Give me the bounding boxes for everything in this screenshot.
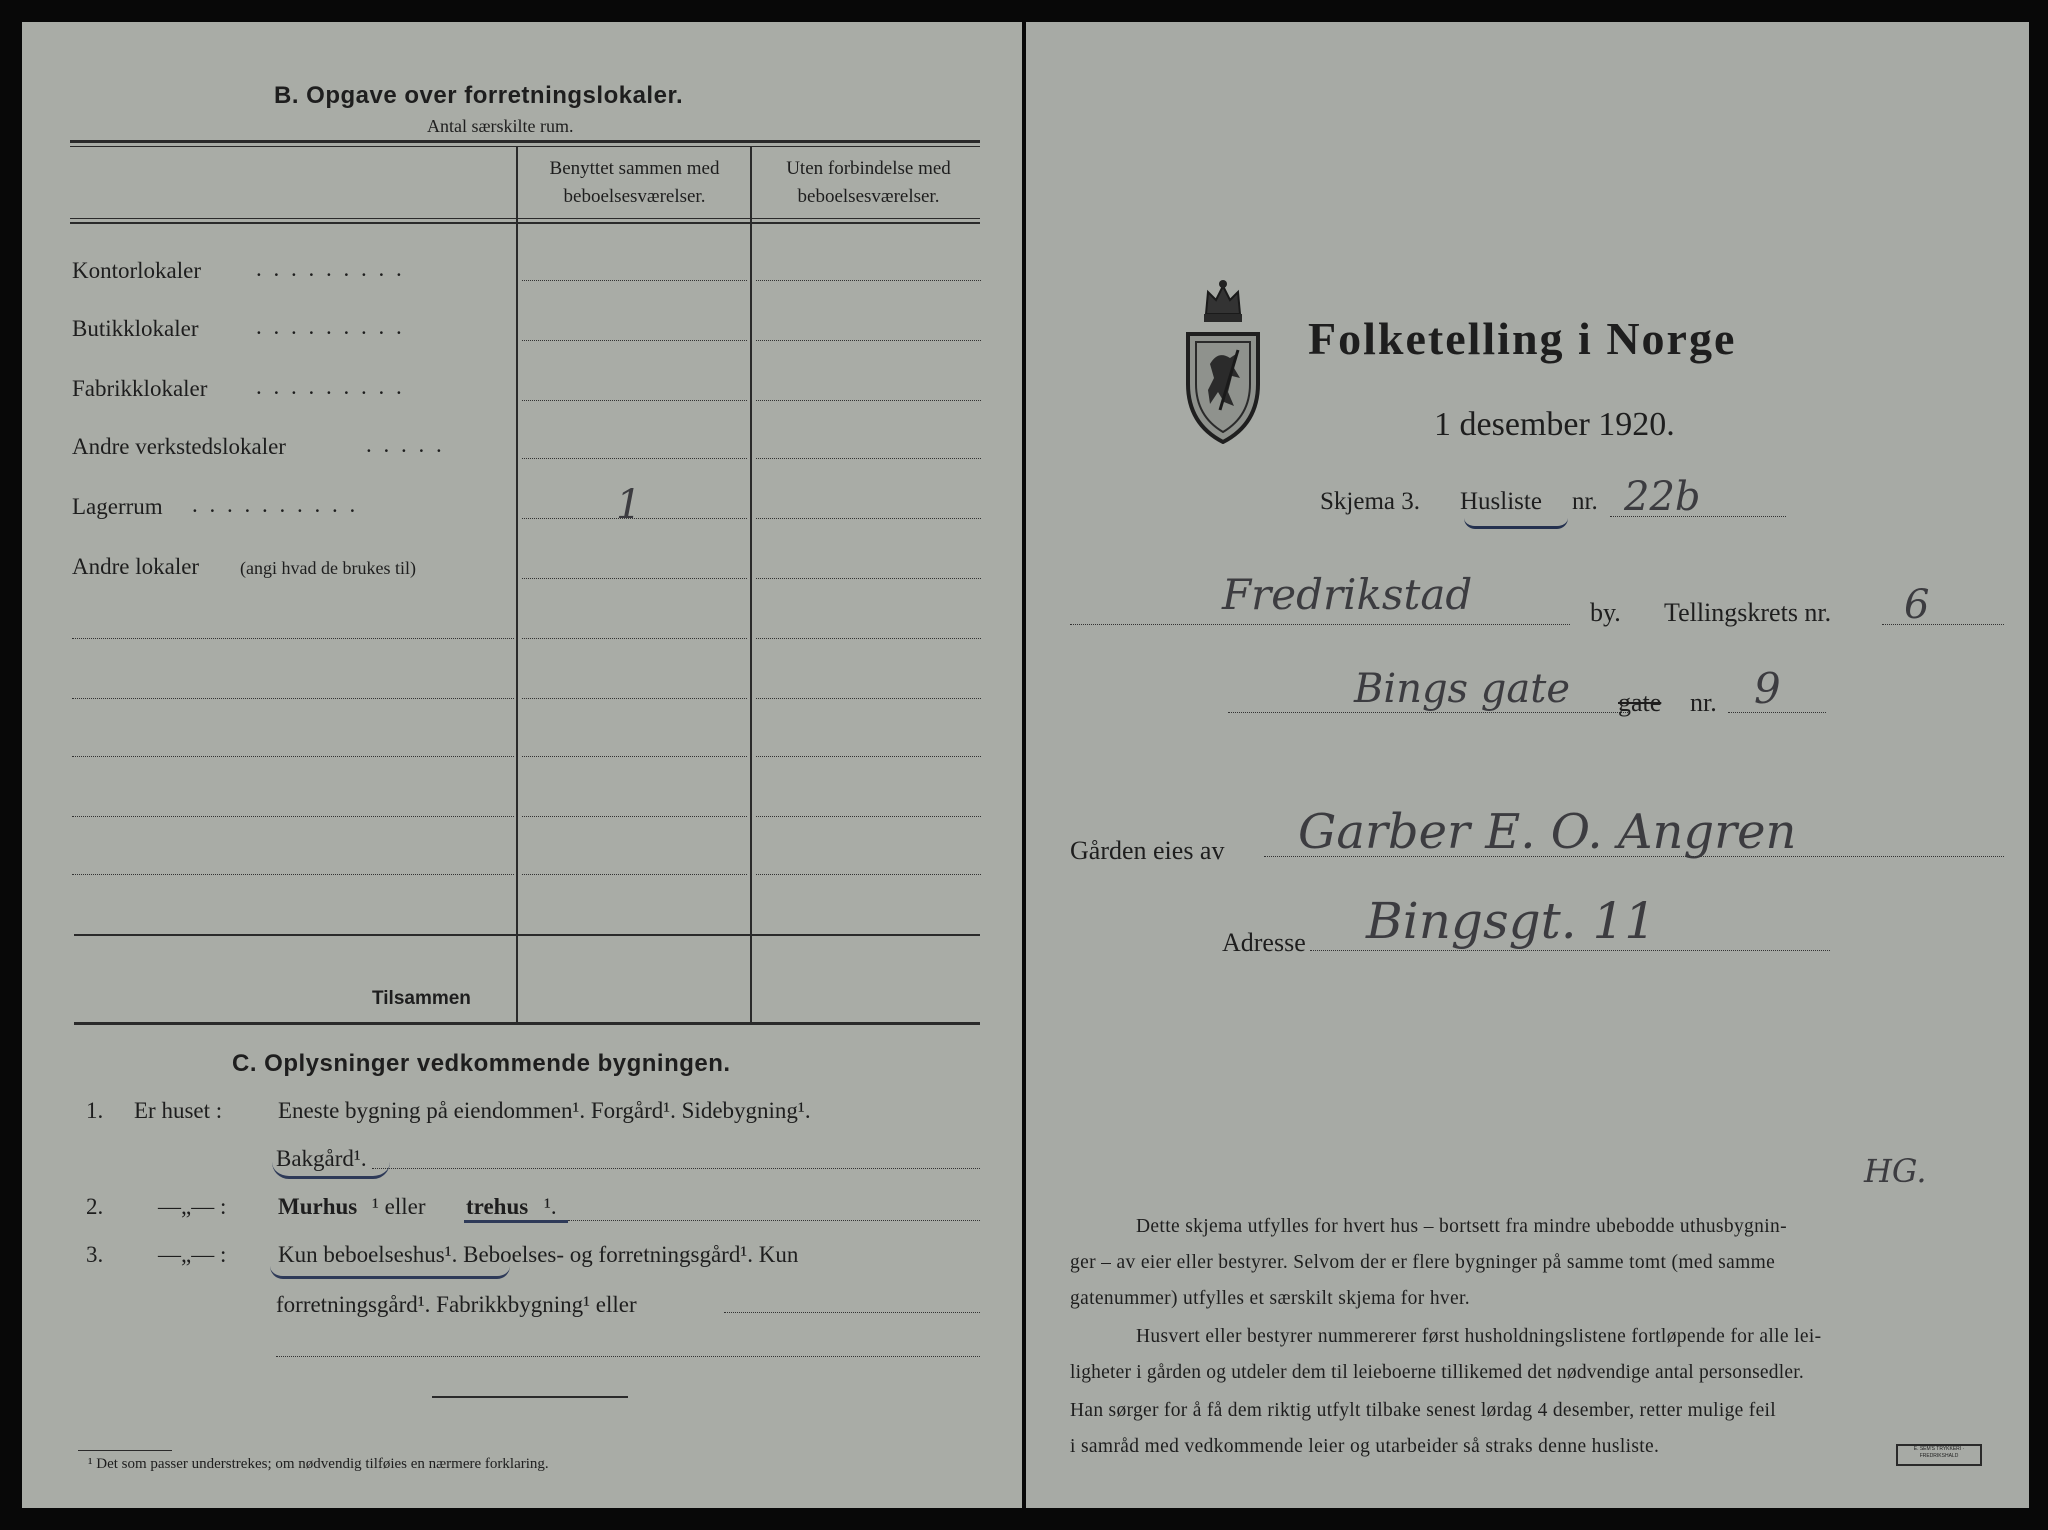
col1-header-line1: Benyttet sammen med	[549, 158, 720, 179]
husliste-label: Husliste	[1460, 488, 1542, 515]
header-rule-2	[70, 222, 980, 224]
col1-line	[522, 578, 747, 579]
street-value: Bings gate	[1354, 666, 1570, 712]
q2-option-murhus: Murhus	[278, 1194, 358, 1219]
footnote-rule	[78, 1450, 172, 1451]
husliste-number: 22b	[1624, 474, 1701, 520]
header-rule	[70, 218, 980, 219]
q2-end: ¹.	[544, 1194, 557, 1219]
q3-label: —„— :	[158, 1242, 227, 1267]
col2-header-line2: beboelsesværelser.	[797, 186, 940, 207]
by-label: by.	[1590, 598, 1621, 627]
tellingskrets-line	[1882, 624, 2004, 625]
col2-line	[756, 638, 981, 639]
row-dots: . . . . . . . . . .	[192, 492, 359, 517]
lagerrum-col1-value: 1	[616, 482, 642, 528]
instruction-line: Husvert eller bestyrer nummererer først husholdningslistene fortløpende for alle lei-	[1136, 1326, 1822, 1347]
street-line	[1228, 712, 1628, 713]
col2-line	[756, 756, 981, 757]
q1-line	[372, 1168, 980, 1169]
bakgard-underline-mark	[272, 1162, 390, 1179]
col2-line	[756, 874, 981, 875]
norway-coat-of-arms-icon	[1178, 274, 1268, 444]
total-rule-bottom	[74, 1022, 980, 1025]
husliste-nr-line	[1610, 516, 1786, 517]
row-label: Butikklokaler	[72, 316, 199, 341]
section-b-heading: B. Opgave over forretningslokaler.	[274, 82, 684, 109]
initials: HG.	[1864, 1152, 1927, 1190]
row-col2-line	[756, 458, 981, 459]
col2-line	[756, 698, 981, 699]
col2-line	[756, 578, 981, 579]
trehus-underline-mark	[464, 1220, 568, 1223]
q1-label: Er huset :	[134, 1098, 223, 1123]
table-col-divider-2	[750, 146, 752, 1022]
section-c-heading: C. Oplysninger vedkommende bygningen.	[232, 1050, 731, 1077]
col1-header-line2: beboelsesværelser.	[563, 186, 706, 207]
census-date: 1 desember 1920.	[1434, 406, 1675, 443]
short-rule	[432, 1396, 628, 1398]
blank-line	[72, 638, 514, 639]
q2-number: 2.	[86, 1194, 104, 1219]
total-rule-top	[74, 934, 980, 936]
col1-line	[522, 638, 747, 639]
instruction-line: ger – av eier eller bestyrer. Selvom der er flere bygninger på samme tomt (med samme	[1070, 1252, 1776, 1273]
owner-line	[1264, 856, 2004, 857]
instruction-line: Dette skjema utfylles for hvert hus – bortsett fra mindre ubebodde uthusbygnin-	[1136, 1216, 1787, 1237]
city-line	[1070, 624, 1570, 625]
q3-number: 3.	[86, 1242, 104, 1267]
husliste-nr-label: nr.	[1572, 488, 1598, 515]
row-col1-line	[522, 518, 747, 519]
row-label: Kontorlokaler	[72, 258, 202, 283]
col1-line	[522, 698, 747, 699]
skjema-label: Skjema 3.	[1320, 488, 1420, 515]
q1-number: 1.	[86, 1098, 104, 1123]
row-col2-line	[756, 400, 981, 401]
row-col1-line	[522, 458, 747, 459]
page-title: Folketelling i Norge	[1308, 313, 1737, 364]
q2-label: —„— :	[158, 1194, 227, 1219]
q1-text2: Bakgård¹.	[276, 1146, 367, 1171]
row-dots: . . . . . . . . .	[256, 314, 405, 339]
city-value: Fredrikstad	[1222, 570, 1473, 619]
instruction-line: gatenummer) utfylles et særskilt skjema for hver.	[1070, 1288, 1471, 1309]
left-page	[22, 22, 1022, 1508]
address-value: Bingsgt. 11	[1366, 892, 1657, 950]
q2-mid: ¹ eller	[372, 1194, 426, 1219]
row-col1-line	[522, 280, 747, 281]
street-nr-line	[1728, 712, 1826, 713]
tellingskrets-label: Tellingskrets nr.	[1664, 598, 1832, 627]
q3-text: Kun beboelseshus¹. Beboelses- og forretningsgård¹. Kun	[278, 1242, 799, 1267]
street-number: 9	[1754, 664, 1781, 713]
q2-option-trehus: trehus	[466, 1194, 529, 1219]
col2-line	[756, 816, 981, 817]
printer-mark: E. SEM'S TRYKKERI · FREDRIKSHALD	[1896, 1444, 1982, 1466]
blank-line	[72, 874, 514, 875]
col2-header-line1: Uten forbindelse med	[786, 158, 951, 179]
col1-line	[522, 816, 747, 817]
tellingskrets-number: 6	[1904, 582, 1930, 628]
q3-text2: forretningsgård¹. Fabrikkbygning¹ eller	[276, 1292, 637, 1317]
row-label: Fabrikklokaler	[72, 376, 208, 401]
blank-line	[72, 698, 514, 699]
table-top-rule	[70, 140, 980, 143]
other-lokaler-note: (angi hvad de brukes til)	[240, 558, 416, 578]
row-label: Lagerrum	[72, 494, 163, 519]
section-b-subheading: Antal særskilte rum.	[427, 116, 574, 136]
other-lokaler-label: Andre lokaler	[72, 554, 200, 579]
row-col1-line	[522, 400, 747, 401]
table-top-rule-thin	[70, 146, 980, 147]
footnote: ¹ Det som passer understrekes; om nødvendig tilføies en nærmere forklaring.	[88, 1456, 549, 1472]
table-col-divider-1	[516, 146, 518, 1022]
row-label: Andre verkstedslokaler	[72, 434, 286, 459]
husliste-underline-mark	[1464, 518, 1568, 529]
q3-line-2	[276, 1356, 980, 1357]
blank-line	[72, 816, 514, 817]
owner-value: Garber E. O. Angren	[1298, 804, 1797, 860]
instruction-line: Han sørger for å få dem riktig utfylt tilbake senest lørdag 4 desember, retter mulige feil	[1070, 1400, 1776, 1421]
total-label: Tilsammen	[372, 988, 471, 1009]
col1-line	[522, 756, 747, 757]
row-dots: . . . . . . . . .	[256, 374, 405, 399]
right-page	[1026, 22, 2029, 1508]
gate-nr-label: nr.	[1690, 688, 1717, 717]
kun-beboelseshus-underline-mark	[270, 1266, 510, 1279]
blank-line	[72, 756, 514, 757]
row-col1-line	[522, 340, 747, 341]
instruction-line: ligheter i gården og utdeler dem til leieboerne tillikemed det nødvendige antal personsedler.	[1070, 1362, 1804, 1383]
q3-line	[724, 1312, 980, 1313]
gate-label: gate	[1618, 688, 1662, 717]
owner-label: Gården eies av	[1070, 836, 1225, 865]
col1-line	[522, 874, 747, 875]
row-col2-line	[756, 340, 981, 341]
instruction-line: i samråd med vedkommende leier og utarbeider så straks denne husliste.	[1070, 1436, 1660, 1457]
row-dots: . . . . . . . . .	[256, 256, 405, 281]
row-col2-line	[756, 518, 981, 519]
row-col2-line	[756, 280, 981, 281]
row-dots: . . . . .	[366, 432, 445, 457]
address-line	[1310, 950, 1830, 951]
q2-line	[568, 1220, 980, 1221]
address-label: Adresse	[1222, 928, 1306, 957]
q1-text: Eneste bygning på eiendommen¹. Forgård¹. Sidebygning¹.	[278, 1098, 811, 1123]
